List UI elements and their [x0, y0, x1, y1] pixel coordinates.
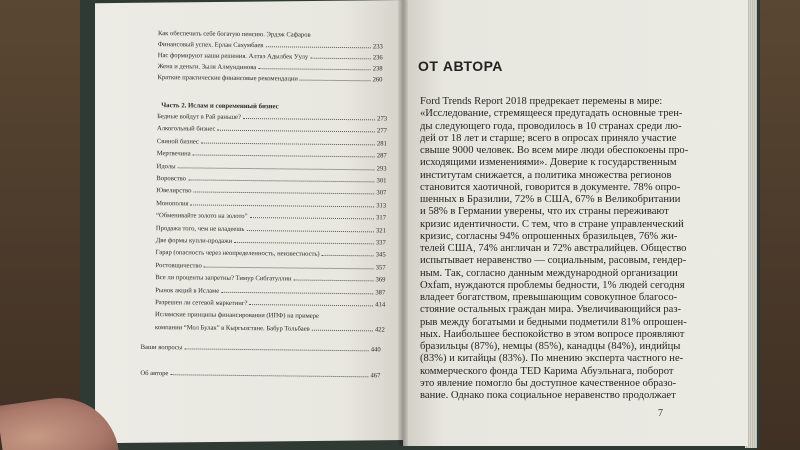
toc-entry-title: Нас формируют наши решения. Алтаэ Адылбек Уулу: [157, 52, 309, 61]
body-line: исходящими изменениями». Доверие к государственным: [420, 157, 677, 169]
toc-entry-title: Финансовый успех. Ерлан Сахумбаев: [157, 41, 264, 50]
body-line: и 58% в Германии уверены, что их страны переживают: [420, 206, 669, 218]
toc-entry-page: 236: [372, 54, 383, 62]
toc-leader-dots: [243, 117, 375, 120]
body-line: дей от 18 лет и старше; всего в опросах приняло участие: [420, 132, 677, 144]
body-line: кризис идентичности. С тем, что в стране управленческий: [420, 218, 684, 230]
toc-entry-title: Продажа того, чем не владеешь: [155, 224, 245, 233]
toc-leader-dots: [201, 141, 375, 145]
toc-entry-title: Ювелирство: [156, 187, 192, 195]
toc-leader-dots: [310, 57, 371, 60]
toc-entry-page: 467: [370, 372, 381, 380]
toc-leader-dots: [193, 154, 375, 158]
toc-entry-page: 287: [376, 152, 387, 160]
body-line: свыше 9000 человек. Во всем мире люди обеспокоены про-: [420, 145, 689, 156]
body-line: становится хаотичной, говорится в документе. 78% опро-: [420, 181, 681, 193]
toc-leader-dots: [265, 45, 371, 48]
toc-leader-dots: [217, 129, 375, 133]
body-line: владеет богатством, превышающим совокупное благосо-: [420, 292, 678, 303]
toc-leader-dots: [234, 241, 374, 244]
toc-entry-page: 313: [376, 202, 387, 210]
toc-leader-dots: [312, 329, 373, 332]
toc-leader-dots: [170, 373, 368, 377]
toc-leader-dots: [294, 279, 374, 282]
toc-entry-title: Идолы: [156, 162, 176, 170]
toc-leader-dots: [300, 79, 371, 82]
body-line: институтам снижается, а политика множества регионов: [420, 169, 672, 181]
toc-part-title: Часть 2. Ислам и современный бизнес: [161, 102, 279, 111]
body-line: шенных в Бразилии, 72% в США, 67% в Великобритании: [420, 194, 681, 205]
toc-entry-title: Мертвечина: [156, 150, 191, 158]
toc-entry-title: Разрешен ли сетевой маркетинг?: [155, 299, 248, 308]
toc-entry-title: Исламские принципы финансирования (ИПФ) на примере: [154, 311, 319, 321]
toc-entry-page: 307: [376, 189, 387, 197]
toc-entry-title: Все ли проценты запретны? Тимур Сибгатуллин: [155, 274, 292, 283]
body-line: Ford Trends Report 2018 предрекает перемены в мире:: [420, 96, 663, 107]
toc-entry-page: 233: [372, 43, 383, 51]
toc-entry-title: Алкогольный бизнес: [156, 125, 216, 134]
body-line: вание. Однако пока социальное неравенство продолжает: [420, 390, 676, 401]
toc-entry-title: Две формы купли-продажи: [155, 237, 233, 245]
toc-leader-dots: [204, 265, 374, 269]
toc-leader-dots: [246, 229, 374, 232]
body-line: испытывает неравенство — социальным, расовым, гендер-: [420, 255, 687, 267]
toc-entry-page: 369: [375, 276, 386, 284]
page-number: 7: [658, 408, 663, 419]
body-line: Oxfam, нуждаются проблемы бедности, 1% людей сегодня: [420, 279, 685, 291]
toc-entry-page: 422: [374, 326, 385, 334]
toc-entry-page: 301: [376, 177, 387, 185]
book-gutter: [398, 0, 408, 446]
toc-entry-page: 260: [372, 76, 383, 84]
body-line: это явление помогло бы доступное качественное образо-: [420, 377, 677, 389]
toc-entry-title: Бедные войдут в Рай раньше?: [157, 113, 241, 121]
toc-entry-page: 345: [375, 251, 386, 259]
toc-leader-dots: [322, 254, 374, 257]
body-line: рыв между богатыми и бедными подметили 81% опрошен-: [420, 316, 687, 328]
toc-leader-dots: [188, 178, 375, 182]
toc-leader-dots: [250, 216, 375, 219]
toc-entry-title: Воровство: [156, 175, 187, 183]
body-line: телей США, 74% англичан и 72% австралийцев. Общество: [420, 243, 687, 254]
toc-leader-dots: [193, 191, 374, 195]
toc-entry-page: 317: [376, 214, 387, 222]
toc-leader-dots: [221, 290, 373, 294]
body-line: кризис, согласны 94% опрошенных бразильцев, 76% жи-: [420, 230, 678, 242]
toc-entry-title: Рынок акций в Исламе: [155, 286, 220, 295]
toc-entry-title: “Обменивайте золото на золото”: [156, 212, 248, 221]
body-line: «Исследование, стремящееся предугадать основные трен-: [420, 108, 683, 120]
toc-entry-page: 293: [376, 164, 387, 173]
toc-entry-page: 357: [375, 264, 386, 272]
toc-entry-page: 337: [375, 239, 386, 247]
toc-leader-dots: [191, 203, 375, 207]
toc-entry-title: компании “Мол Булак” в Кыргызстане. Бабур Тольбаев: [154, 323, 310, 333]
toc-entry-title: Монополия: [156, 199, 189, 208]
toc-entry-page: 321: [375, 226, 386, 235]
toc-entry-page: 387: [375, 288, 386, 297]
body-line: (83%) и китайцы (83%). По мнению эксперта частного не-: [420, 353, 684, 365]
body-line: коммерческого фонда TED Карима Абуэльнага, поборот: [420, 365, 674, 377]
toc-leader-dots: [184, 348, 369, 352]
chapter-heading: ОТ АВТОРА: [418, 58, 503, 74]
toc-entry-title: Ваши вопросы: [140, 344, 183, 352]
body-line: ды следующего года, проводилось в 10 странах среди лю-: [420, 120, 682, 132]
toc-entry-page: 238: [372, 65, 383, 73]
toc-entry-title: Свиной бизнес: [156, 137, 199, 146]
body-line: ных. Наибольшее беспокойство в этом вопросе проявляют: [420, 328, 685, 340]
toc-entry-title: Жена и деньги. Зыля Алмундинова: [157, 63, 257, 72]
toc-entry-title: Ростовщичество: [155, 261, 202, 270]
toc-leader-dots: [258, 67, 371, 70]
toc-entry-title: Об авторе: [140, 370, 169, 378]
toc-entry-page: 277: [377, 127, 387, 135]
toc-entry-title: Как обеспечить себе богатую пенсию. Эрдэж Сафаров: [157, 30, 311, 39]
toc-entry-page: 281: [376, 140, 387, 148]
toc-leader-dots: [249, 303, 373, 306]
toc-leader-dots: [178, 166, 375, 170]
toc-entry-title: Гарар (опасность через неопределенность, неизвестность): [155, 249, 320, 259]
toc-entry-page: 273: [377, 115, 388, 123]
toc-entry-page: 414: [375, 301, 386, 309]
body-line: бразильцы (87%), немцы (85%), канадцы (84%), индийцы: [420, 341, 681, 352]
toc-entry-page: 440: [370, 346, 381, 354]
body-line: ным. Так, согласно данным международной организации: [420, 267, 678, 279]
toc-entry-title: Краткие практические финансовые рекомендации: [157, 74, 298, 83]
body-line: стояние остальных граждан мира. Увеличивающийся раз-: [420, 304, 682, 316]
